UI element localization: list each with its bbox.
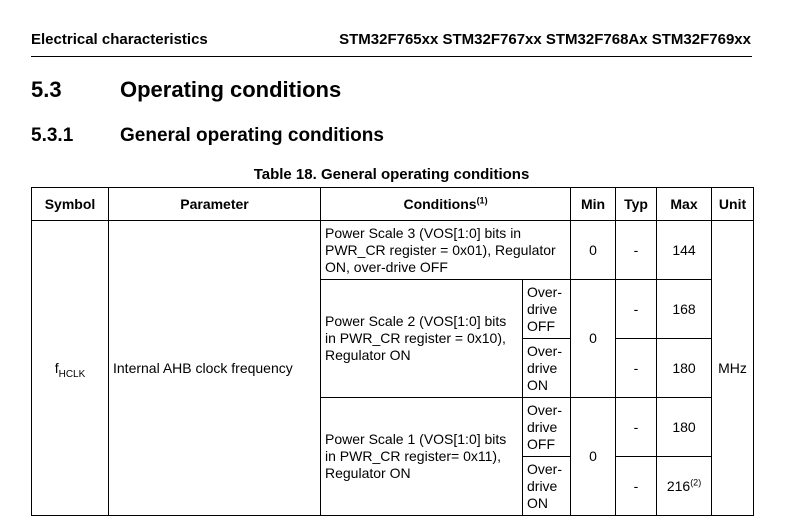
scale2-od-on-max: 180	[657, 339, 712, 398]
scale2-od-on-typ: -	[616, 339, 657, 398]
parameter-cell: Internal AHB clock frequency	[109, 221, 321, 516]
scale3-min: 0	[571, 221, 616, 280]
symbol-cell	[32, 221, 109, 516]
scale1-od-on-max-value: 216	[666, 477, 691, 494]
scale1-od-on-label: Over-drive ON	[523, 457, 571, 516]
symbol-subscript: HCLK	[58, 368, 86, 380]
scale2-od-off-label: Over-drive OFF	[523, 280, 571, 339]
header-part-numbers: STM32F765xx STM32F767xx STM32F768Ax STM32F769xx	[339, 31, 751, 48]
header-conditions-label: Conditions	[403, 195, 477, 212]
header-unit: Unit	[712, 188, 754, 221]
header-section-title: Electrical characteristics	[31, 31, 208, 48]
scale1-od-off-label: Over-drive OFF	[523, 398, 571, 457]
scale3-conditions: Power Scale 3 (VOS[1:0] bits in PWR_CR register = 0x01), Regulator ON, over-drive OFF	[321, 221, 571, 280]
subsection-number: 5.3.1	[31, 125, 74, 146]
scale1-min: 0	[571, 398, 616, 516]
table-row-scale3	[32, 221, 754, 280]
scale1-od-on-max	[657, 457, 712, 516]
section-number: 5.3	[31, 77, 62, 102]
scale3-max: 144	[657, 221, 712, 280]
unit-cell: MHz	[712, 221, 754, 516]
header-conditions-footnote: (1)	[476, 194, 488, 205]
symbol-main: f	[54, 359, 59, 376]
scale1-conditions: Power Scale 1 (VOS[1:0] bits in PWR_CR register= 0x11), Regulator ON	[321, 398, 523, 516]
scale2-od-off-typ: -	[616, 280, 657, 339]
header-rule	[31, 56, 752, 57]
scale1-od-on-max-footnote: (2)	[690, 476, 702, 487]
scale1-od-off-typ: -	[616, 398, 657, 457]
scale2-conditions: Power Scale 2 (VOS[1:0] bits in PWR_CR register = 0x10), Regulator ON	[321, 280, 523, 398]
scale2-od-off-max: 168	[657, 280, 712, 339]
scale2-od-on-label: Over-drive ON	[523, 339, 571, 398]
scale3-typ: -	[616, 221, 657, 280]
header-max: Max	[657, 188, 712, 221]
section-title: Operating conditions	[120, 77, 342, 102]
subsection-title: General operating conditions	[120, 125, 384, 146]
header-parameter: Parameter	[109, 188, 321, 221]
scale1-od-on-typ: -	[616, 457, 657, 516]
operating-conditions-table	[31, 187, 754, 516]
table-caption: Table 18. General operating conditions	[253, 166, 530, 183]
header-typ: Typ	[616, 188, 657, 221]
header-symbol: Symbol	[32, 188, 109, 221]
header-conditions	[321, 188, 571, 221]
table-header-row	[32, 188, 754, 221]
header-min: Min	[571, 188, 616, 221]
scale2-min: 0	[571, 280, 616, 398]
scale1-od-off-max: 180	[657, 398, 712, 457]
